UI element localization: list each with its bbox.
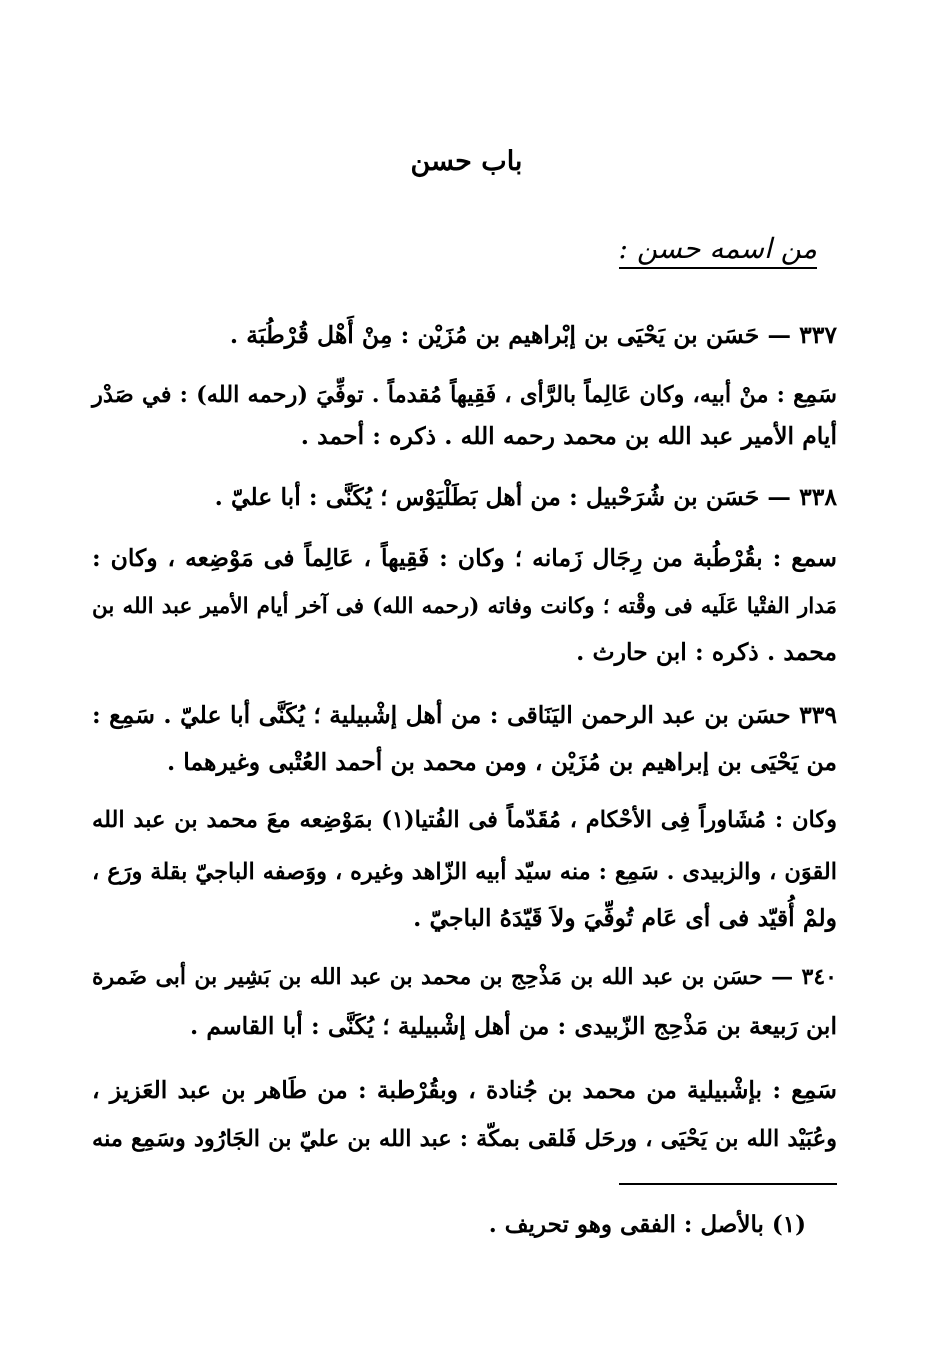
entry-338-body-line-1: سمع : بقُرْطُبة من رِجَال زَمانه ؛ وكان : فَقِيهاً ، عَالِماً فى مَوْضِعه ، وكان : bbox=[92, 544, 837, 572]
entry-340-body-line-2: وعُبَيْد الله بن يَحْيَى ، ورحَل فَلقى بمكّة : عبد الله بن عليّ بن الجَارُود وسَمِع منه bbox=[92, 1126, 837, 1152]
entry-337-body-line-1: سَمِع : منْ أبيه، وكان عَالِماً بالرَّأى ، فَقِيهاً مُقدماً . توفِّيَ (رحمه الله) : في صَدْر bbox=[92, 382, 837, 408]
handwritten-note-text: من اسمه حسن : bbox=[619, 232, 818, 269]
entry-338-body-line-2: مَدار الفتْيا عَلَيه فى وقْته ؛ وكانت وفاته (رحمه الله) فى آخر أيام الأمير عبد الله بن bbox=[92, 594, 837, 619]
chapter-title: باب حسن bbox=[410, 146, 523, 177]
entry-340-header-line-2: ابن رَبيعة بن مَذْحِج الزّبيدى : من أهل إشْبيلية ؛ يُكَنَّى : أبا القاسم . bbox=[189, 1012, 837, 1040]
footnote: (١) بالأصل : الفقى وهو تحريف . bbox=[488, 1211, 806, 1238]
entry-339-header-line-1: ٣٣٩ حسَن بن عبد الرحمن اليَنَاقى : من أهل إشْبيلية ؛ يُكَنَّى أبا عليّ . سَمِع : bbox=[92, 701, 837, 729]
entry-337-header: ٣٣٧ — حَسَن بن يَحْيَى بن إبْراهيم بن مُزَيْن : مِنْ أَهْل قُرْطُبَة . bbox=[229, 321, 837, 349]
entry-338-header: ٣٣٨ — حَسَن بن شُرَحْبيل : من أهل بَطَلْيَوْس ؛ يُكَنَّى : أبا عليّ . bbox=[214, 483, 837, 511]
entry-337-body-line-2: أيام الأمير عبد الله بن محمد رحمه الله . ذكره : أحمد . bbox=[300, 422, 837, 450]
entry-340-header-line-1: ٣٤٠ — حسَن بن عبد الله بن مَذْحِج بن محمد بن عبد الله بن بَشِير بن أبى ضَمرة bbox=[92, 964, 837, 990]
entry-339-body-line-1: وكان : مُشَاوراً فِى الأحْكام ، مُقَدّماً فى الفُتيا(١) بمَوْضِعه معَ محمد بن عبد الله bbox=[92, 807, 837, 833]
entry-339-body-line-2: القوَن ، والزبيدى . سَمِع : منه سيّد أبيه الزّاهد وغيره ، ووَصفه الباجيّ بقلة ورَع ، bbox=[92, 859, 837, 885]
entry-339-header-line-2: من يَحْيَى بن إبراهيم بن مُزَيْن ، ومن محمد بن أحمد العُتْبى وغيرهما . bbox=[166, 748, 837, 776]
footnote-divider bbox=[619, 1183, 837, 1185]
entry-339-body-line-3: ولمْ أُقيّد فى أى عَام تُوفِّيَ ولاَ قَيّدَهُ الباجيّ . bbox=[413, 904, 837, 932]
entry-340-body-line-1: سَمِع : بإشْبيلية من محمد بن جُنادة ، وبقُرْطبة : من طَاهر بن عبد العَزيز ، bbox=[92, 1076, 837, 1104]
entry-338-body-line-3: محمد . ذكره : ابن حارث . bbox=[576, 638, 837, 666]
handwritten-section-heading bbox=[619, 232, 818, 269]
